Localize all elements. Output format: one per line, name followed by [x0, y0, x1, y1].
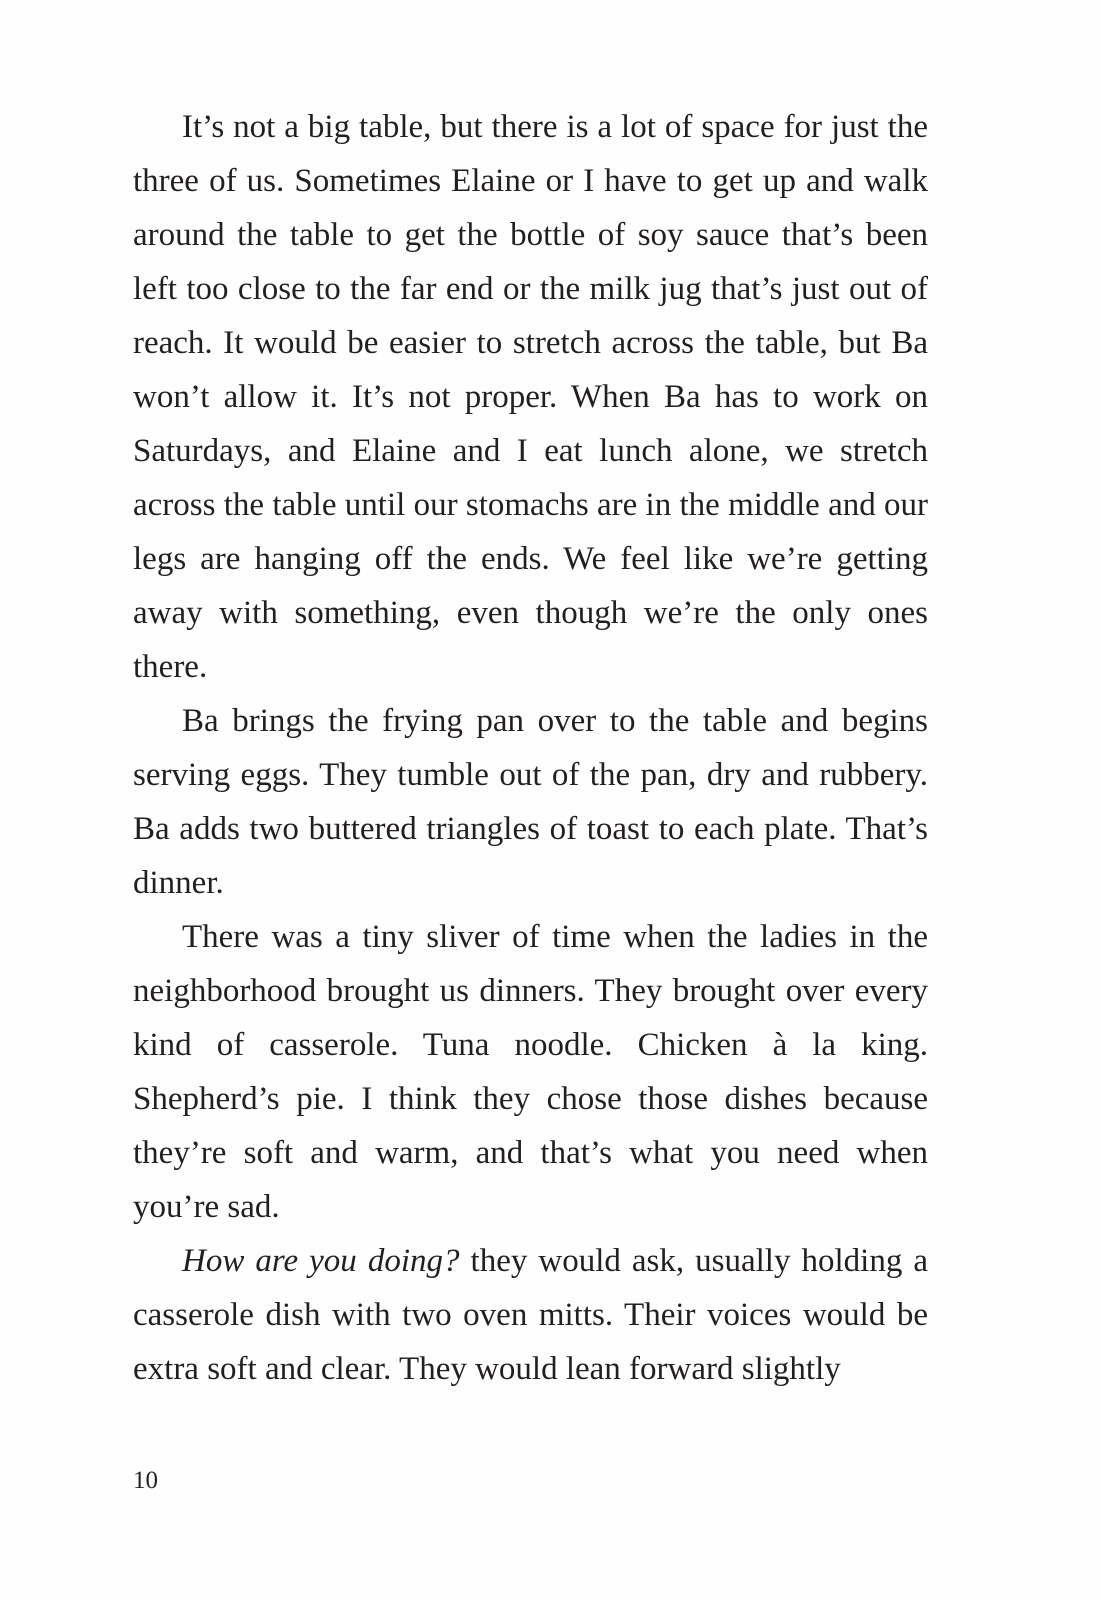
paragraph-3-text: There was a tiny sliver of time when the ladies in the neighborhood brought us dinners. They brought over every kind of casserole. Tuna noodle. Chicken à la king. Shepherd’s pie. I think they chose those dishes because they’re soft and warm, and that’s what you need when you’re sad.	[133, 919, 928, 1225]
paragraph-1-text: It’s not a big table, but there is a lot of space for just the three of us. Sometimes Elaine or I have to get up and walk around the table to get the bottle of soy sauce that’s been left too close to the far end or the milk jug that’s just out of reach. It would be easier to stretch across the table, but Ba won’t allow it. It’s not proper. When Ba has to work on Saturdays, and Elaine and I eat lunch alone, we stretch across the table until our stomachs are in the middle and our legs are hanging off the ends. We feel like we’re getting away with something, even though we’re the only ones there.	[133, 109, 928, 685]
body-text	[133, 100, 928, 1396]
paragraph-4-text: they would ask, usually holding a casserole dish with two oven mitts. Their voices would be extra soft and clear. They would lean forward slightly	[133, 1243, 928, 1387]
paragraph-2	[133, 694, 928, 910]
paragraph-3	[133, 910, 928, 1234]
paragraph-1	[133, 100, 928, 694]
paragraph-4-italic-question: How are you doing?	[182, 1243, 460, 1279]
paragraph-2-text: Ba brings the frying pan over to the table and begins serving eggs. They tumble out of the pan, dry and rubbery. Ba adds two buttered triangles of toast to each plate. That’s dinner.	[133, 703, 928, 901]
page-number: 10	[133, 1467, 158, 1494]
paragraph-4	[133, 1234, 928, 1396]
